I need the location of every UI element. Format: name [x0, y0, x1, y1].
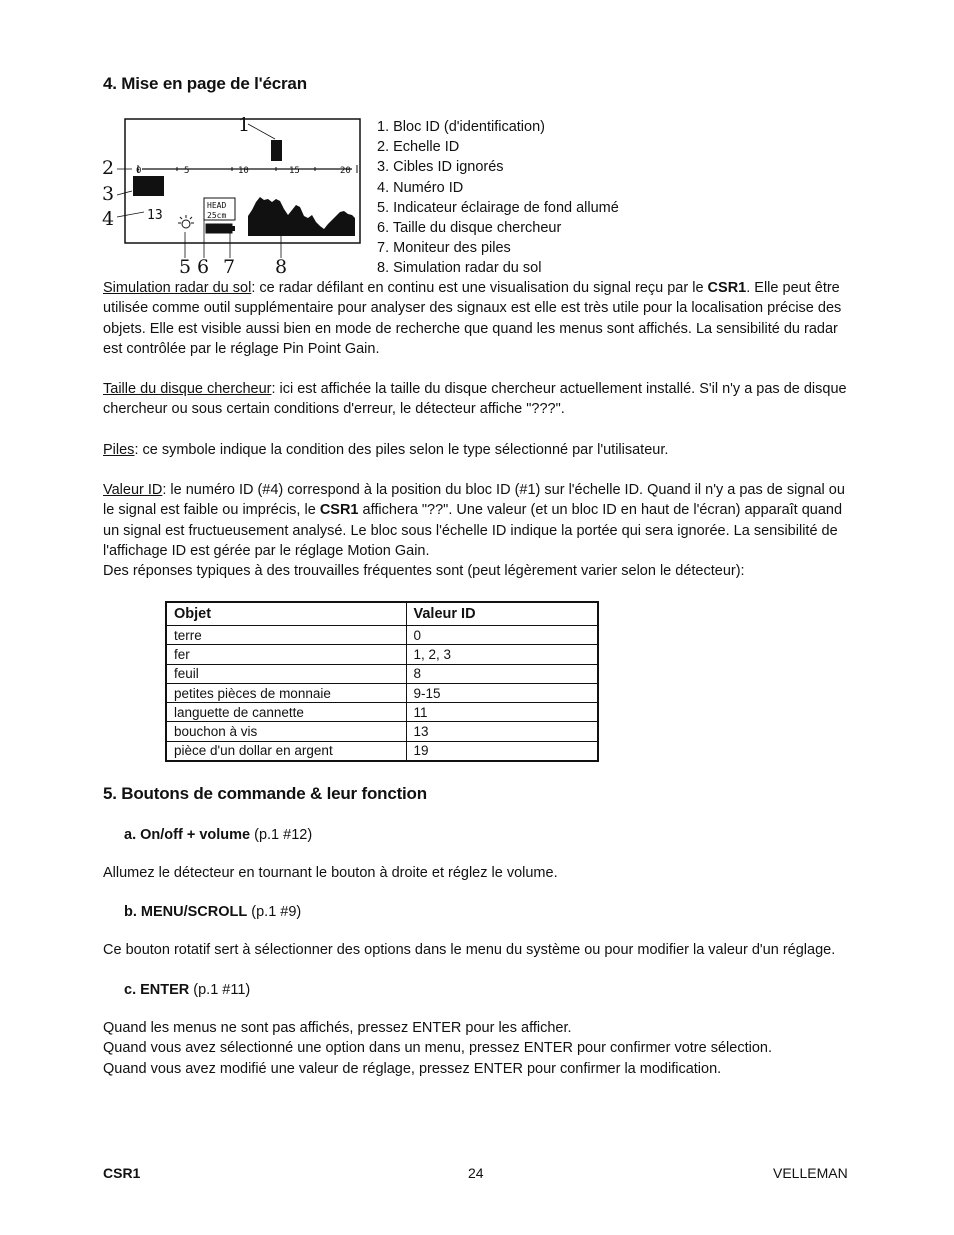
table-row: fer 1, 2, 3	[166, 645, 598, 664]
section-4-heading: 4. Mise en page de l'écran	[103, 74, 307, 93]
id-block	[271, 140, 282, 161]
legend-item: 1. Bloc ID (d'identification)	[377, 119, 545, 135]
subsection-c: c. ENTER (p.1 #11)	[124, 982, 251, 998]
legend-item: 6. Taille du disque chercheur	[377, 219, 562, 236]
paragraph-valeur-id: Valeur ID: le numéro ID (#4) correspond à la position du bloc ID (#1) sur l'échelle ID. Quand il n'y a pas de signal ou le signal est faible ou imprécis, le CSR1 affichera "??". Une valeur (et un bloc ID en haut de l'écran) apparaît quand un signal est fructueusement analysé. Le bloc sous l'échelle ID indique la portée qui sera ignorée. La sensibilité de l'affichage ID est gérée par le réglage Motion Gain.	[103, 482, 845, 559]
paragraph-radar: Simulation radar du sol: ce radar défilant en continu est une visualisation du signal reçu par le CSR1. Elle peut être utilisée comme outil supplémentaire pour analyser des signaux est elle est très utile pour la localisation précise des objets. Elle est visible aussi bien en mode de recherche que quand les menus sont affichés. La sensibilité du radar est contrôlée par le réglage Pin Point Gain.	[103, 280, 842, 357]
callout-8: 8	[275, 256, 288, 277]
footer-page-number: 24	[468, 1165, 484, 1181]
enter-line: Quand vous avez modifié une valeur de réglage, pressez ENTER pour confirmer la modification.	[103, 1060, 722, 1077]
head-size: 25cm	[207, 211, 227, 220]
table-row: terre 0	[166, 626, 598, 645]
battery-icon	[206, 224, 232, 233]
id-number: 13	[147, 208, 163, 223]
paragraph-menu-scroll: Ce bouton rotatif sert à sélectionner des options dans le menu du système ou pour modifier la valeur d'un réglage.	[103, 942, 836, 958]
enter-line: Quand vous avez sélectionné une option dans un menu, pressez ENTER pour confirmer votre sélection.	[103, 1040, 772, 1057]
callout-7: 7	[223, 256, 236, 277]
callout-5: 5	[179, 256, 192, 277]
legend-item: 3. Cibles ID ignorés	[377, 159, 504, 176]
legend-item: 4. Numéro ID	[377, 179, 464, 196]
legend-item: 5. Indicateur éclairage de fond allumé	[377, 199, 619, 216]
scale-label-0: 0	[136, 166, 142, 176]
table-row: feuil 8	[166, 664, 598, 683]
id-values-table	[165, 601, 599, 762]
term-disk: Taille du disque chercheur	[103, 381, 272, 397]
table-row: petites pièces de monnaie 9-15	[166, 683, 598, 702]
screen-layout-diagram	[100, 112, 365, 277]
callout-2: 2	[102, 157, 115, 179]
scale-label-10: 10	[238, 166, 249, 176]
paragraph-piles: Piles: ce symbole indique la condition des piles selon le type sélectionné par l'utilisateur.	[103, 442, 669, 458]
enter-line: Quand les menus ne sont pas affichés, pressez ENTER pour les afficher.	[103, 1020, 572, 1036]
subsection-b: b. MENU/SCROLL (p.1 #9)	[124, 904, 302, 920]
section-5-heading: 5. Boutons de commande & leur fonction	[103, 784, 427, 803]
paragraph-typical-responses: Des réponses typiques à des trouvailles fréquentes sont (peut légèrement varier selon le détecteur):	[103, 563, 745, 579]
legend-item: 7. Moniteur des piles	[377, 240, 511, 257]
paragraph-enter	[103, 1018, 853, 1079]
legend-item: 2. Echelle ID	[377, 139, 460, 156]
table-row: bouchon à vis 13	[166, 722, 598, 741]
table-row: languette de cannette 11	[166, 703, 598, 722]
paragraph-onoff: Allumez le détecteur en tournant le bouton à droite et réglez le volume.	[103, 865, 558, 881]
legend-item: 8. Simulation radar du sol	[377, 260, 542, 277]
scale-label-5: 5	[184, 166, 190, 176]
table-header-objet: Objet	[166, 602, 406, 626]
paragraph-disk: Taille du disque chercheur: ici est affichée la taille du disque chercheur actuellement installé. S'il n'y a pas de disque chercheur ou sous certain conditions d'erreur, le détecteur affiche "???".	[103, 381, 847, 418]
scale-label-15: 15	[289, 166, 300, 176]
table-row: pièce d'un dollar en argent 19	[166, 741, 598, 761]
diagram-legend	[377, 117, 619, 279]
callout-6: 6	[197, 256, 210, 277]
table-header-valeur: Valeur ID	[406, 602, 598, 626]
footer-brand: VELLEMAN	[773, 1165, 848, 1181]
callout-3: 3	[102, 183, 115, 205]
subsection-a: a. On/off + volume (p.1 #12)	[124, 827, 313, 843]
term-piles: Piles	[103, 442, 135, 458]
callout-1: 1	[238, 114, 251, 136]
footer-model: CSR1	[103, 1165, 141, 1181]
head-label: HEAD	[207, 201, 227, 210]
ignored-targets-block	[133, 176, 164, 196]
term-radar: Simulation radar du sol	[103, 280, 252, 296]
callout-4: 4	[102, 208, 115, 230]
term-valeur-id: Valeur ID	[103, 482, 163, 498]
scale-label-20: 20	[340, 166, 351, 176]
